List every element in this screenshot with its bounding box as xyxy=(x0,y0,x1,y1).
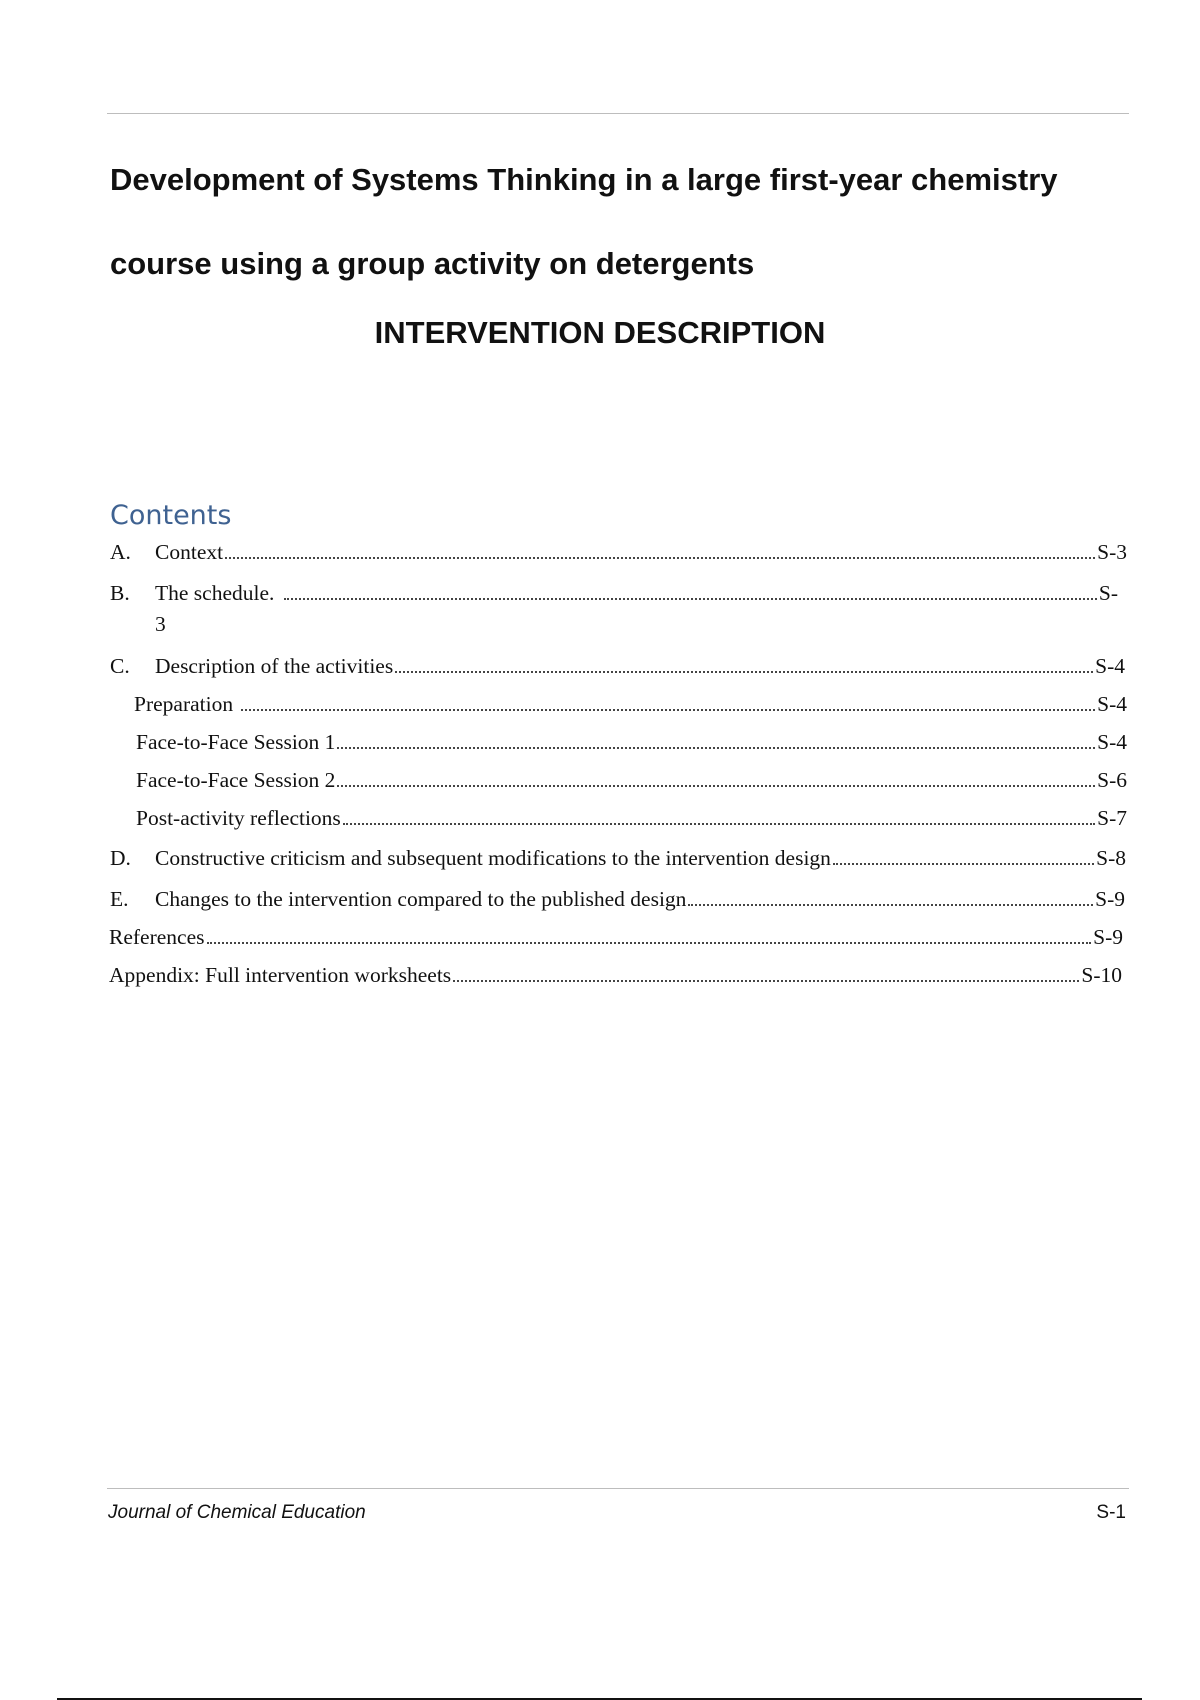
toc-entry-changes[interactable] xyxy=(110,884,1125,914)
toc-dot-leader xyxy=(337,785,1095,787)
toc-entry-label: Preparation xyxy=(134,692,234,716)
toc-entry-criticism[interactable] xyxy=(110,843,1126,873)
toc-entry-page: S-4 xyxy=(1097,692,1127,716)
toc-dot-leader xyxy=(225,557,1095,559)
toc-entry-label: The schedule. xyxy=(155,581,275,605)
document-title: Development of Systems Thinking in a large first-year chemistry course using a group activity on detergents xyxy=(110,162,1058,281)
footer-rule xyxy=(107,1488,1129,1489)
toc-entry-description[interactable] xyxy=(110,651,1125,681)
toc-entry-page: S-6 xyxy=(1097,768,1127,792)
toc-dot-leader xyxy=(241,709,1095,711)
toc-entry-page-wrap: 3 xyxy=(155,612,166,636)
toc-entry-page: S- xyxy=(1098,581,1118,605)
toc-entry-page: S-7 xyxy=(1097,806,1127,830)
toc-entry-label: Appendix: Full intervention worksheets xyxy=(109,963,452,987)
contents-heading: Contents xyxy=(110,500,232,531)
toc-entry-label: References xyxy=(109,925,205,949)
toc-entry-preparation[interactable] xyxy=(134,689,1127,719)
toc-entry-label: Face-to-Face Session 1 xyxy=(136,730,336,754)
footer-page-number: S-1 xyxy=(1096,1502,1126,1523)
toc-entry-page: S-4 xyxy=(1097,730,1127,754)
toc-entry-letter: E. xyxy=(110,887,129,911)
toc-entry-label: Constructive criticism and subsequent modifications to the intervention design xyxy=(155,846,831,870)
toc-entry-page: S-10 xyxy=(1081,963,1122,987)
toc-entry-page: S-9 xyxy=(1093,925,1123,949)
toc-entry-label: Post-activity reflections xyxy=(136,806,341,830)
toc-dot-leader xyxy=(833,863,1094,865)
toc-dot-leader xyxy=(343,823,1095,825)
toc-entry-letter: A. xyxy=(110,540,131,564)
toc-dot-leader xyxy=(688,904,1093,906)
document-subtitle: INTERVENTION DESCRIPTION xyxy=(374,315,826,350)
toc-dot-leader xyxy=(207,942,1092,944)
toc-entry-label: Changes to the intervention compared to the published design xyxy=(155,887,687,911)
toc-entry-letter: D. xyxy=(110,846,131,870)
toc-dot-leader xyxy=(453,980,1079,982)
footer-journal-name: Journal of Chemical Education xyxy=(108,1502,366,1523)
toc-entry-appendix[interactable] xyxy=(109,960,1122,990)
toc-dot-leader xyxy=(284,598,1096,600)
toc-entry-session-1[interactable] xyxy=(136,727,1127,757)
toc-entry-session-2[interactable] xyxy=(136,765,1127,795)
toc-dot-leader xyxy=(337,747,1095,749)
toc-entry-page: S-9 xyxy=(1095,887,1125,911)
toc-entry-context[interactable] xyxy=(110,537,1127,567)
toc-entry-letter: C. xyxy=(110,654,130,678)
toc-entry-page: S-8 xyxy=(1096,846,1126,870)
toc-entry-page: S-3 xyxy=(1097,540,1127,564)
toc-dot-leader xyxy=(395,671,1093,673)
toc-entry-references[interactable] xyxy=(109,922,1123,952)
toc-entry-page: S-4 xyxy=(1095,654,1125,678)
toc-entry-label: Description of the activities xyxy=(155,654,394,678)
toc-entry-label: Face-to-Face Session 2 xyxy=(136,768,336,792)
toc-entry-label: Context xyxy=(155,540,224,564)
toc-entry-schedule[interactable] xyxy=(110,578,1118,608)
toc-entry-letter: B. xyxy=(110,581,130,605)
toc-entry-reflections[interactable] xyxy=(136,803,1127,833)
